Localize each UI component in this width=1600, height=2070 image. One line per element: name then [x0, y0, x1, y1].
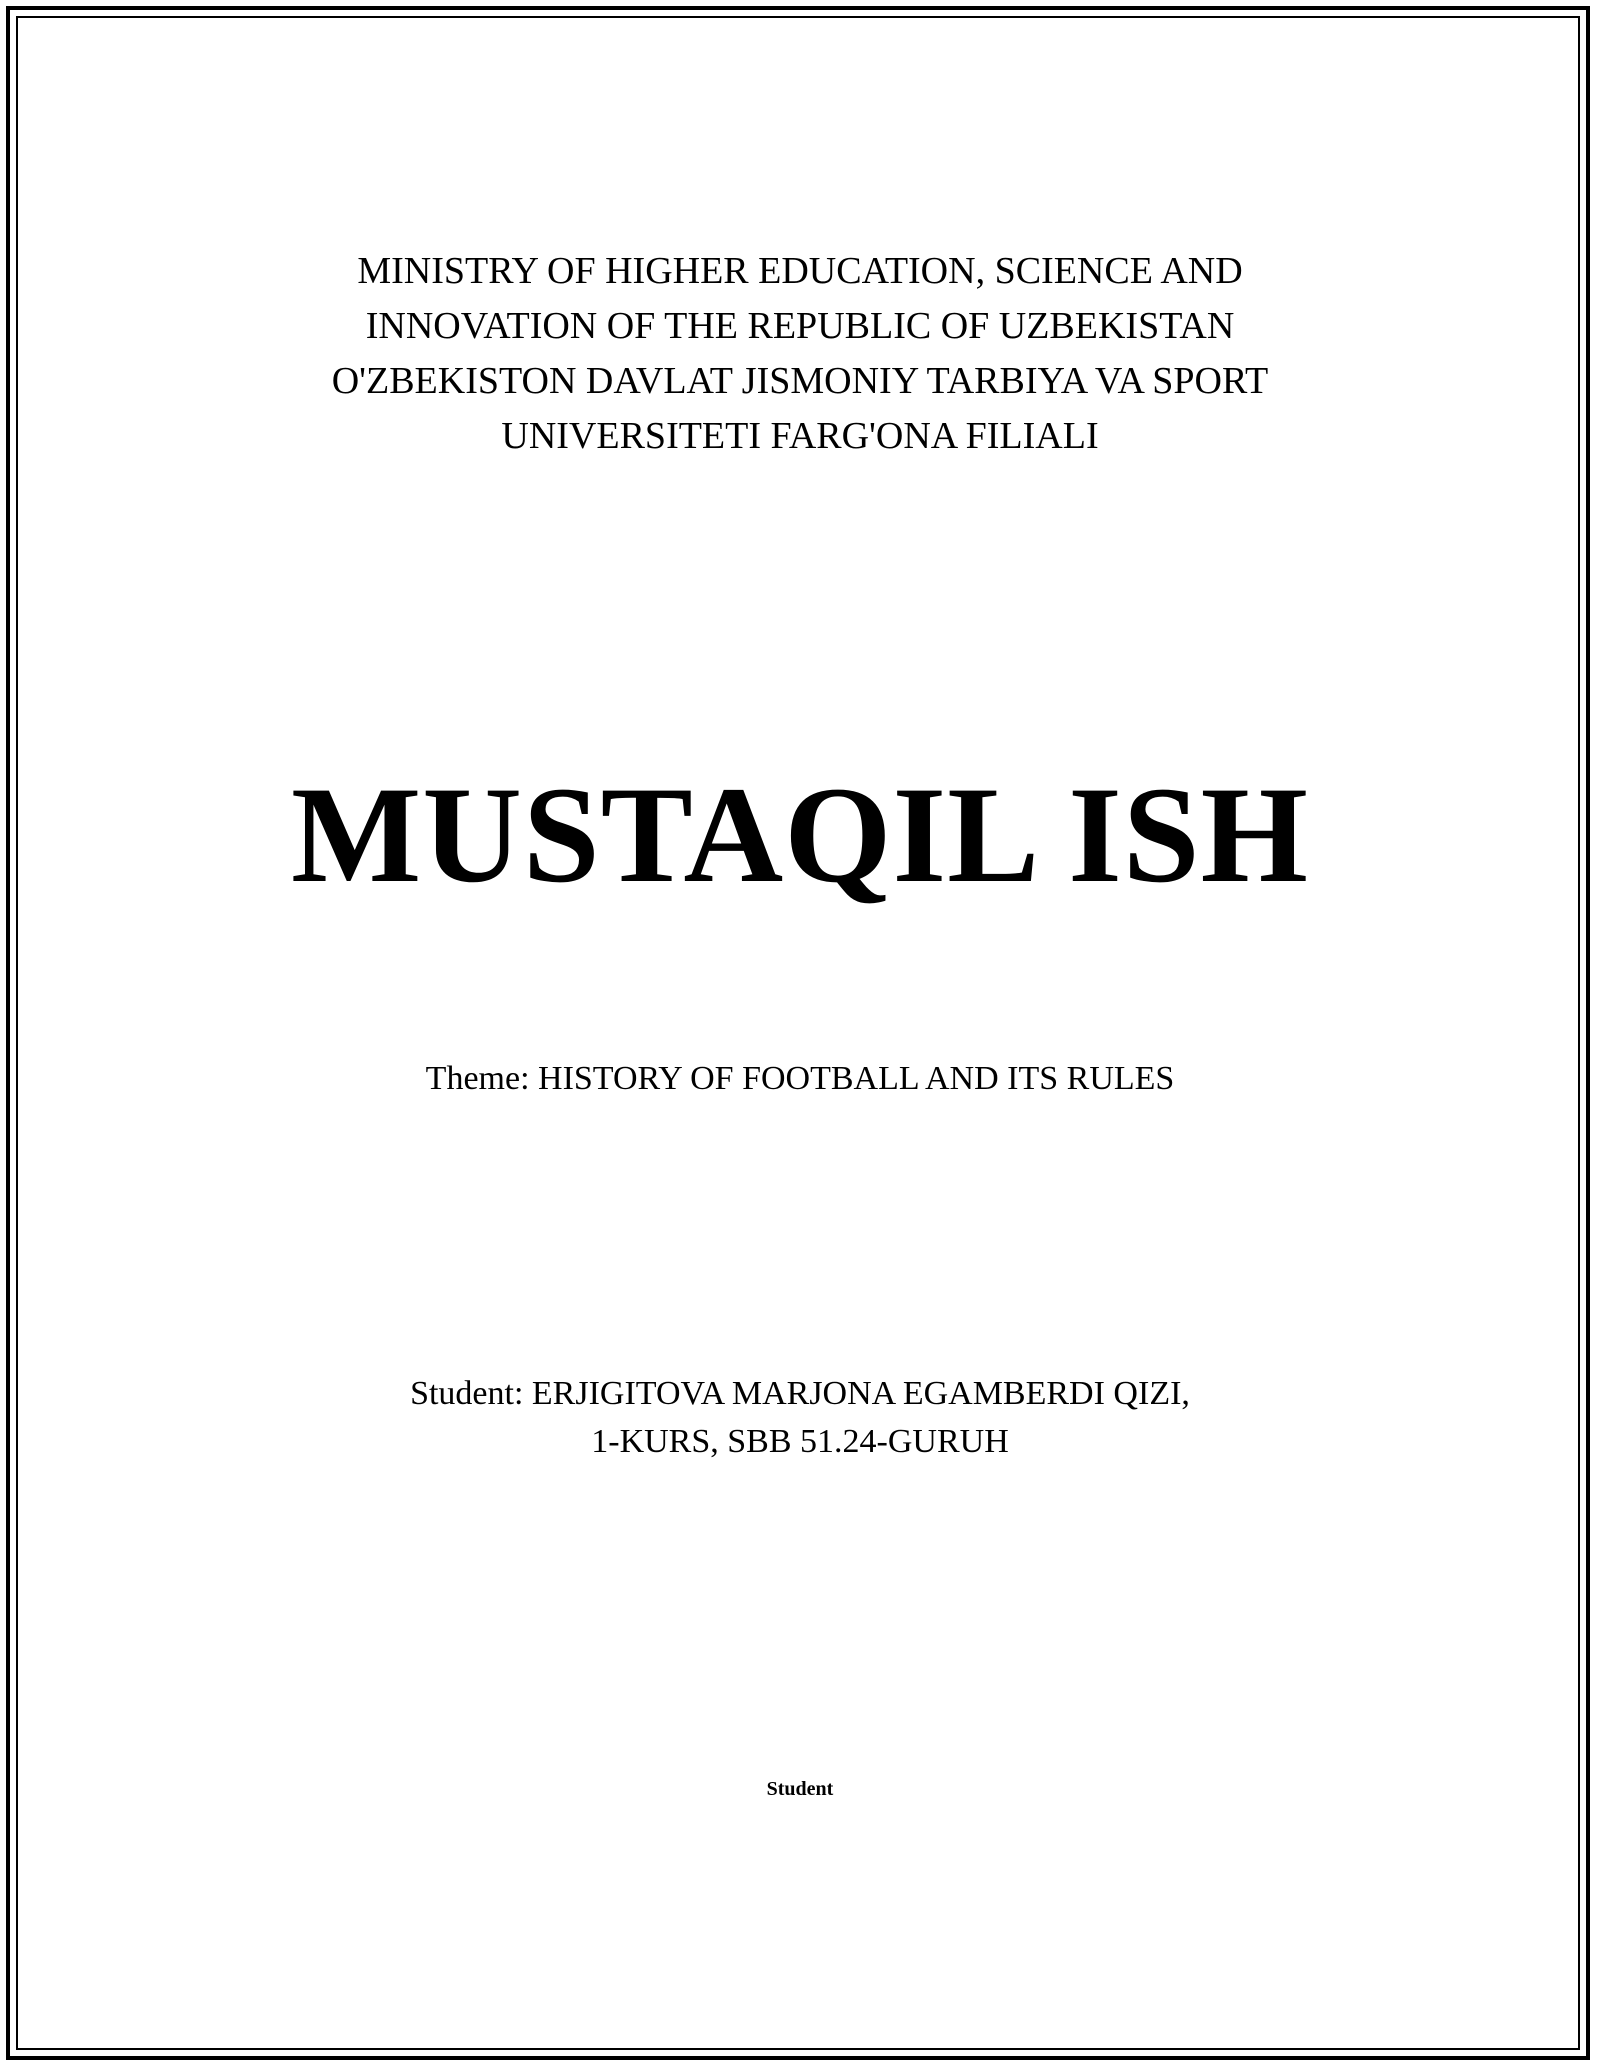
- document-title: MUSTAQIL ISH: [291, 758, 1309, 911]
- header-line-2: INNOVATION OF THE REPUBLIC OF UZBEKISTAN: [365, 305, 1235, 347]
- footer-label: Student: [766, 1778, 834, 1800]
- student-name-line: Student: ERJIGITOVA MARJONA EGAMBERDI QIZI,: [410, 1375, 1190, 1412]
- header-line-1: MINISTRY OF HIGHER EDUCATION, SCIENCE AND: [357, 250, 1243, 292]
- student-info: [0, 1370, 1600, 1466]
- institution-header: [0, 244, 1600, 464]
- student-group-line: 1-KURS, SBB 51.24-GURUH: [591, 1423, 1009, 1460]
- theme-line: Theme: HISTORY OF FOOTBALL AND ITS RULES: [425, 1060, 1175, 1097]
- header-line-3: O'ZBEKISTON DAVLAT JISMONIY TARBIYA VA SPORT: [331, 360, 1269, 402]
- header-line-4: UNIVERSITETI FARG'ONA FILIALI: [501, 415, 1099, 457]
